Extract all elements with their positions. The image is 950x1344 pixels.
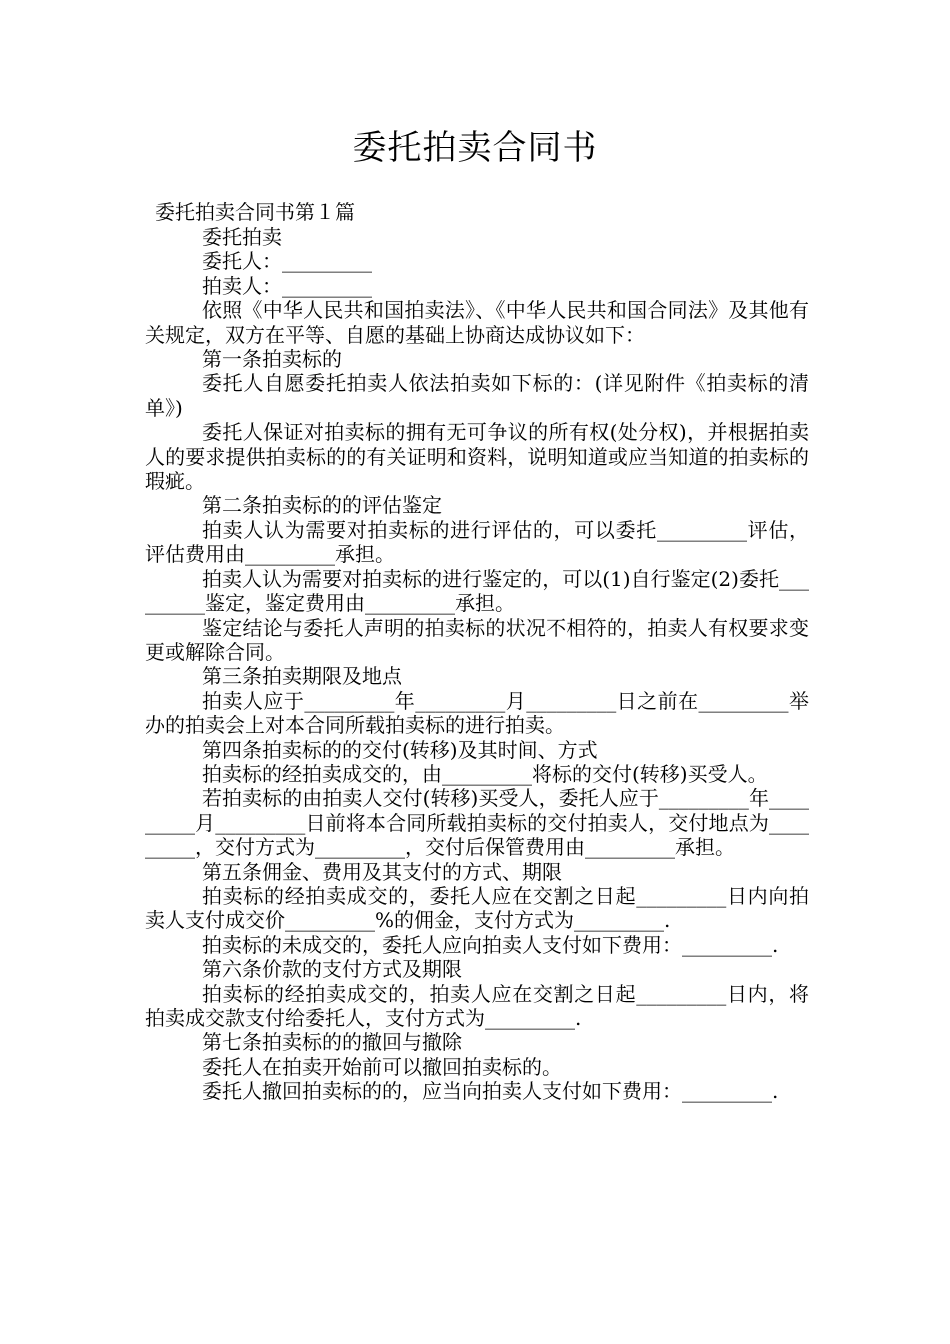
section-heading: 第二条拍卖标的的评估鉴定 [202, 493, 442, 518]
section-heading: 第七条拍卖标的的撤回与撤除 [202, 1030, 462, 1055]
section-heading: 第五条佣金、费用及其支付的方式、期限 [202, 859, 562, 884]
paragraph: 拍卖标的未成交的，委托人应向拍卖人支付如下费用：_________. [202, 932, 779, 957]
paragraph: 拍卖标的经拍卖成交的，委托人应在交割之日起_________日内向拍卖人支付成交价_________%的佣金，支付方式为_________. [145, 883, 809, 933]
paragraph: 拍卖人：_________ [202, 273, 372, 298]
section-heading: 第三条拍卖期限及地点 [202, 664, 402, 689]
document-body [145, 225, 809, 1104]
paragraph: 委托人在拍卖开始前可以撤回拍卖标的。 [202, 1054, 562, 1079]
section-heading: 第四条拍卖标的的交付(转移)及其时间、方式 [202, 737, 598, 762]
paragraph: 鉴定结论与委托人声明的拍卖标的状况不相符的，拍卖人有权要求变更或解除合同。 [145, 615, 809, 664]
paragraph: 委托人：_________ [202, 249, 372, 274]
paragraph: 拍卖人应于_________年_________月_________日之前在_________举办的拍卖会上对本合同所载拍卖标的进行拍卖。 [145, 688, 809, 738]
paragraph: 委托人撤回拍卖标的的，应当向拍卖人支付如下费用：_________. [202, 1079, 779, 1104]
paragraph: 委托拍卖 [202, 225, 282, 249]
paragraph: 委托人保证对拍卖标的拥有无可争议的所有权(处分权)，并根据拍卖人的要求提供拍卖标的的有关证明和资料，说明知道或应当知道的拍卖标的瑕疵。 [145, 420, 809, 494]
paragraph: 拍卖人认为需要对拍卖标的进行评估的，可以委托_________评估，评估费用由_________承担。 [145, 517, 809, 567]
paragraph: 拍卖标的经拍卖成交的，由_________将标的交付(转移)买受人。 [202, 761, 768, 786]
section-heading: 第六条价款的支付方式及期限 [202, 957, 462, 982]
document-title: 委托拍卖合同书 [352, 128, 598, 168]
paragraph: 拍卖标的经拍卖成交的，拍卖人应在交割之日起_________日内，将拍卖成交款支付给委托人，支付方式为_________. [145, 981, 809, 1030]
section-heading: 第一条拍卖标的 [202, 347, 342, 372]
paragraph: 依照《中华人民共和国拍卖法》、《中华人民共和国合同法》及其他有关规定，双方在平等、自愿的基础上协商达成协议如下： [145, 298, 809, 347]
paragraph: 拍卖人认为需要对拍卖标的进行鉴定的，可以(1)自行鉴定(2)委托_________鉴定，鉴定费用由_________承担。 [145, 566, 809, 616]
document-subtitle: 委托拍卖合同书第１篇 [155, 200, 355, 224]
paragraph: 若拍卖标的由拍卖人交付(转移)买受人，委托人应于_________年_________月_________日前将本合同所载拍卖标的交付拍卖人，交付地点为_________，交付方式为_________，交付后保管费用由_________承担。 [145, 786, 809, 860]
paragraph: 委托人自愿委托拍卖人依法拍卖如下标的：(详见附件《拍卖标的清单》) [145, 371, 809, 420]
